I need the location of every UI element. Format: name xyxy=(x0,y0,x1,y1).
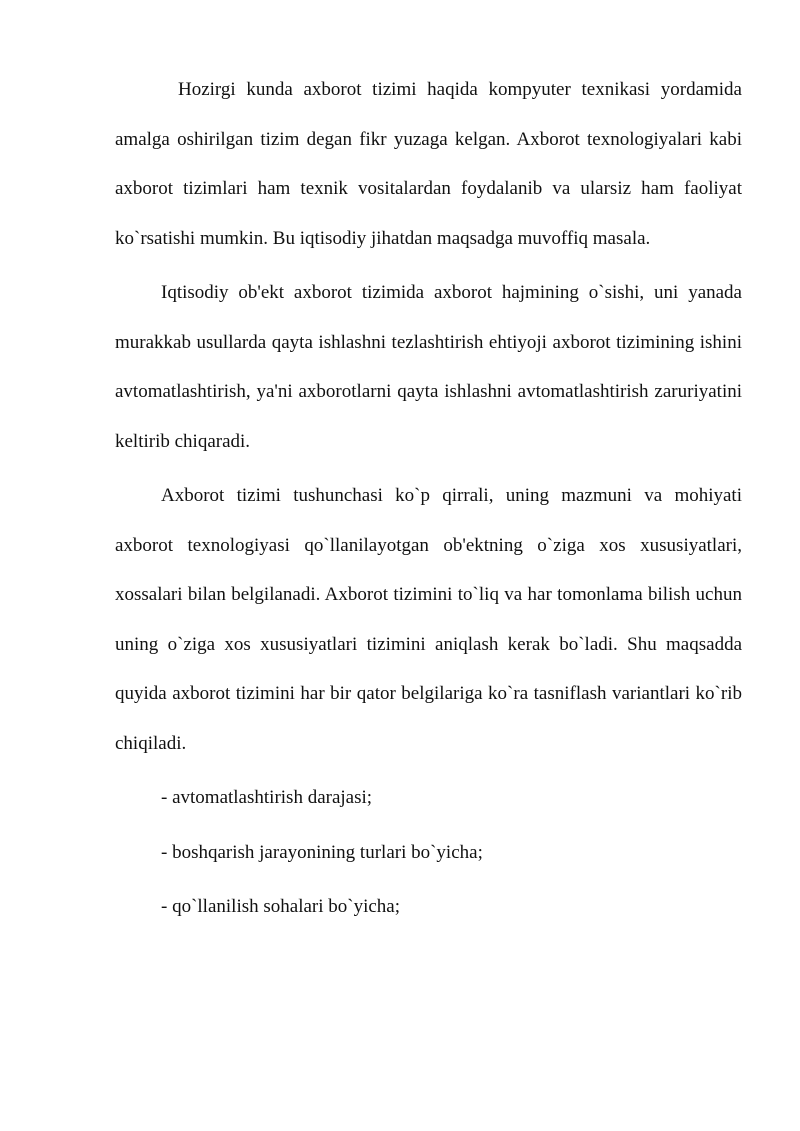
paragraph-3: Axborot tizimi tushunchasi ko`p qirrali, uning mazmuni va mohiyati axborot texnologiyasi qo`llanilayotgan ob'ektning o`ziga xos xususiyatlari, xossalari bilan belgilanadi. Axborot tizimini to`liq va har tomonlama bilish uchun uning o`ziga xos xususiyatlari tizimini aniqlash kerak bo`ladi. Shu maqsadda quyida axborot tizimini har bir qator belgilariga ko`ra tasniflash variantlari ko`rib chiqiladi. xyxy=(115,485,742,754)
paragraph-1: Hozirgi kunda axborot tizimi haqida kompyuter texnikasi yordamida amalga oshirilgan tizim degan fikr yuzaga kelgan. Axborot texnologiyalari kabi axborot tizimlari ham texnik vositalardan foydalanib va ularsiz ham faoliyat ko`rsatishi mumkin. Bu iqtisodiy jihatdan maqsadga muvoffiq masala. xyxy=(115,79,742,249)
list-item-3: - qo`llanilish sohalari bo`yicha; xyxy=(161,896,401,917)
document-body xyxy=(115,65,742,937)
list-item-2: - boshqarish jarayonining turlari bo`yicha; xyxy=(161,841,483,863)
list-item-1: - avtomatlashtirish darajasi; xyxy=(161,787,373,808)
paragraph-2: Iqtisodiy ob'ekt axborot tizimida axborot hajmining o`sishi, uni yanada murakkab usullarda qayta ishlashni tezlashtirish ehtiyoji axborot tizimining ishini avtomatlashtirish, ya'ni axborotlarni qayta ishlashni avtomatlashtirish zaruriyatini keltirib chiqaradi. xyxy=(115,282,742,452)
